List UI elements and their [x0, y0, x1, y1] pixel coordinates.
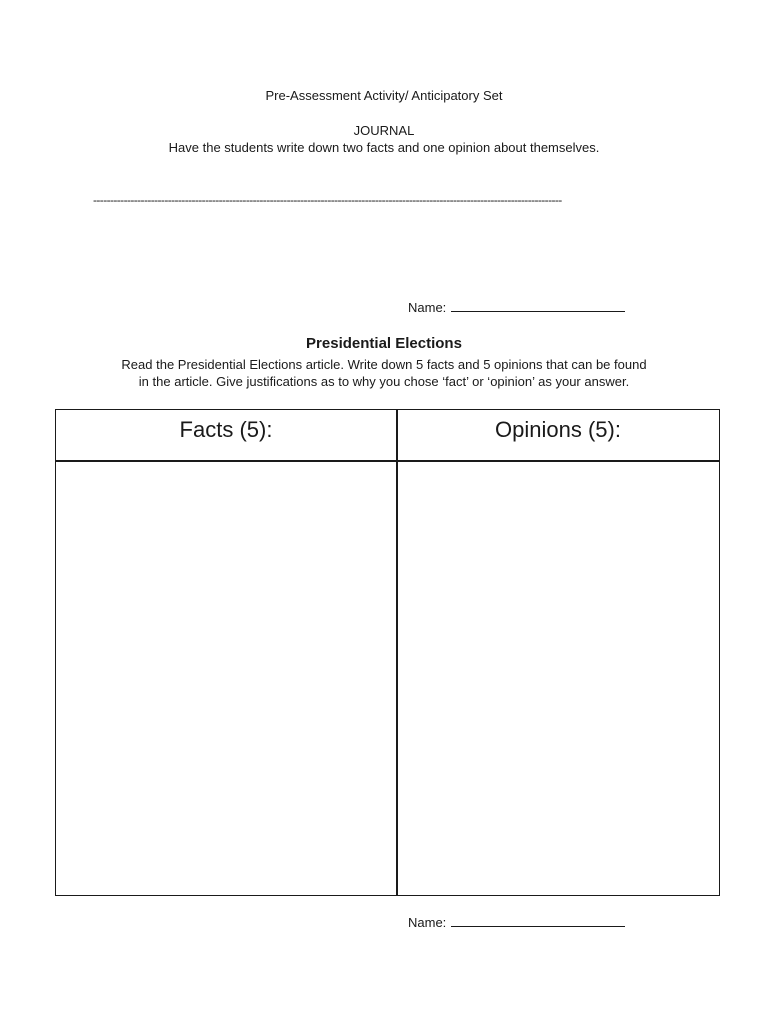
opinions-answer-area[interactable]	[398, 462, 719, 895]
section-instruction-line-2: in the article. Give justifications as to why you chose ‘fact’ or ‘opinion’ as your answer.	[138, 374, 630, 389]
name-blank-line[interactable]	[451, 913, 625, 927]
name-blank-line[interactable]	[451, 298, 625, 312]
facts-opinions-table	[55, 409, 720, 896]
journal-instruction: Have the students write down two facts and one opinion about themselves.	[168, 140, 600, 155]
name-field-bottom[interactable]	[408, 913, 625, 931]
opinions-column-header: Opinions (5):	[495, 417, 621, 442]
journal-label: JOURNAL	[353, 123, 415, 138]
name-label: Name:	[408, 300, 447, 315]
name-label: Name:	[408, 915, 447, 930]
name-field-top[interactable]	[408, 298, 625, 316]
facts-column-header: Facts (5):	[179, 417, 273, 442]
facts-answer-area[interactable]	[56, 462, 396, 895]
preassessment-title: Pre-Assessment Activity/ Anticipatory Set	[265, 88, 503, 103]
dashed-divider: ------------------------------------------------------------------------------------------------------------------------------------------	[93, 193, 562, 207]
section-instruction-line-1: Read the Presidential Elections article. Write down 5 facts and 5 opinions that can be found	[121, 357, 647, 372]
section-title: Presidential Elections	[306, 335, 462, 352]
